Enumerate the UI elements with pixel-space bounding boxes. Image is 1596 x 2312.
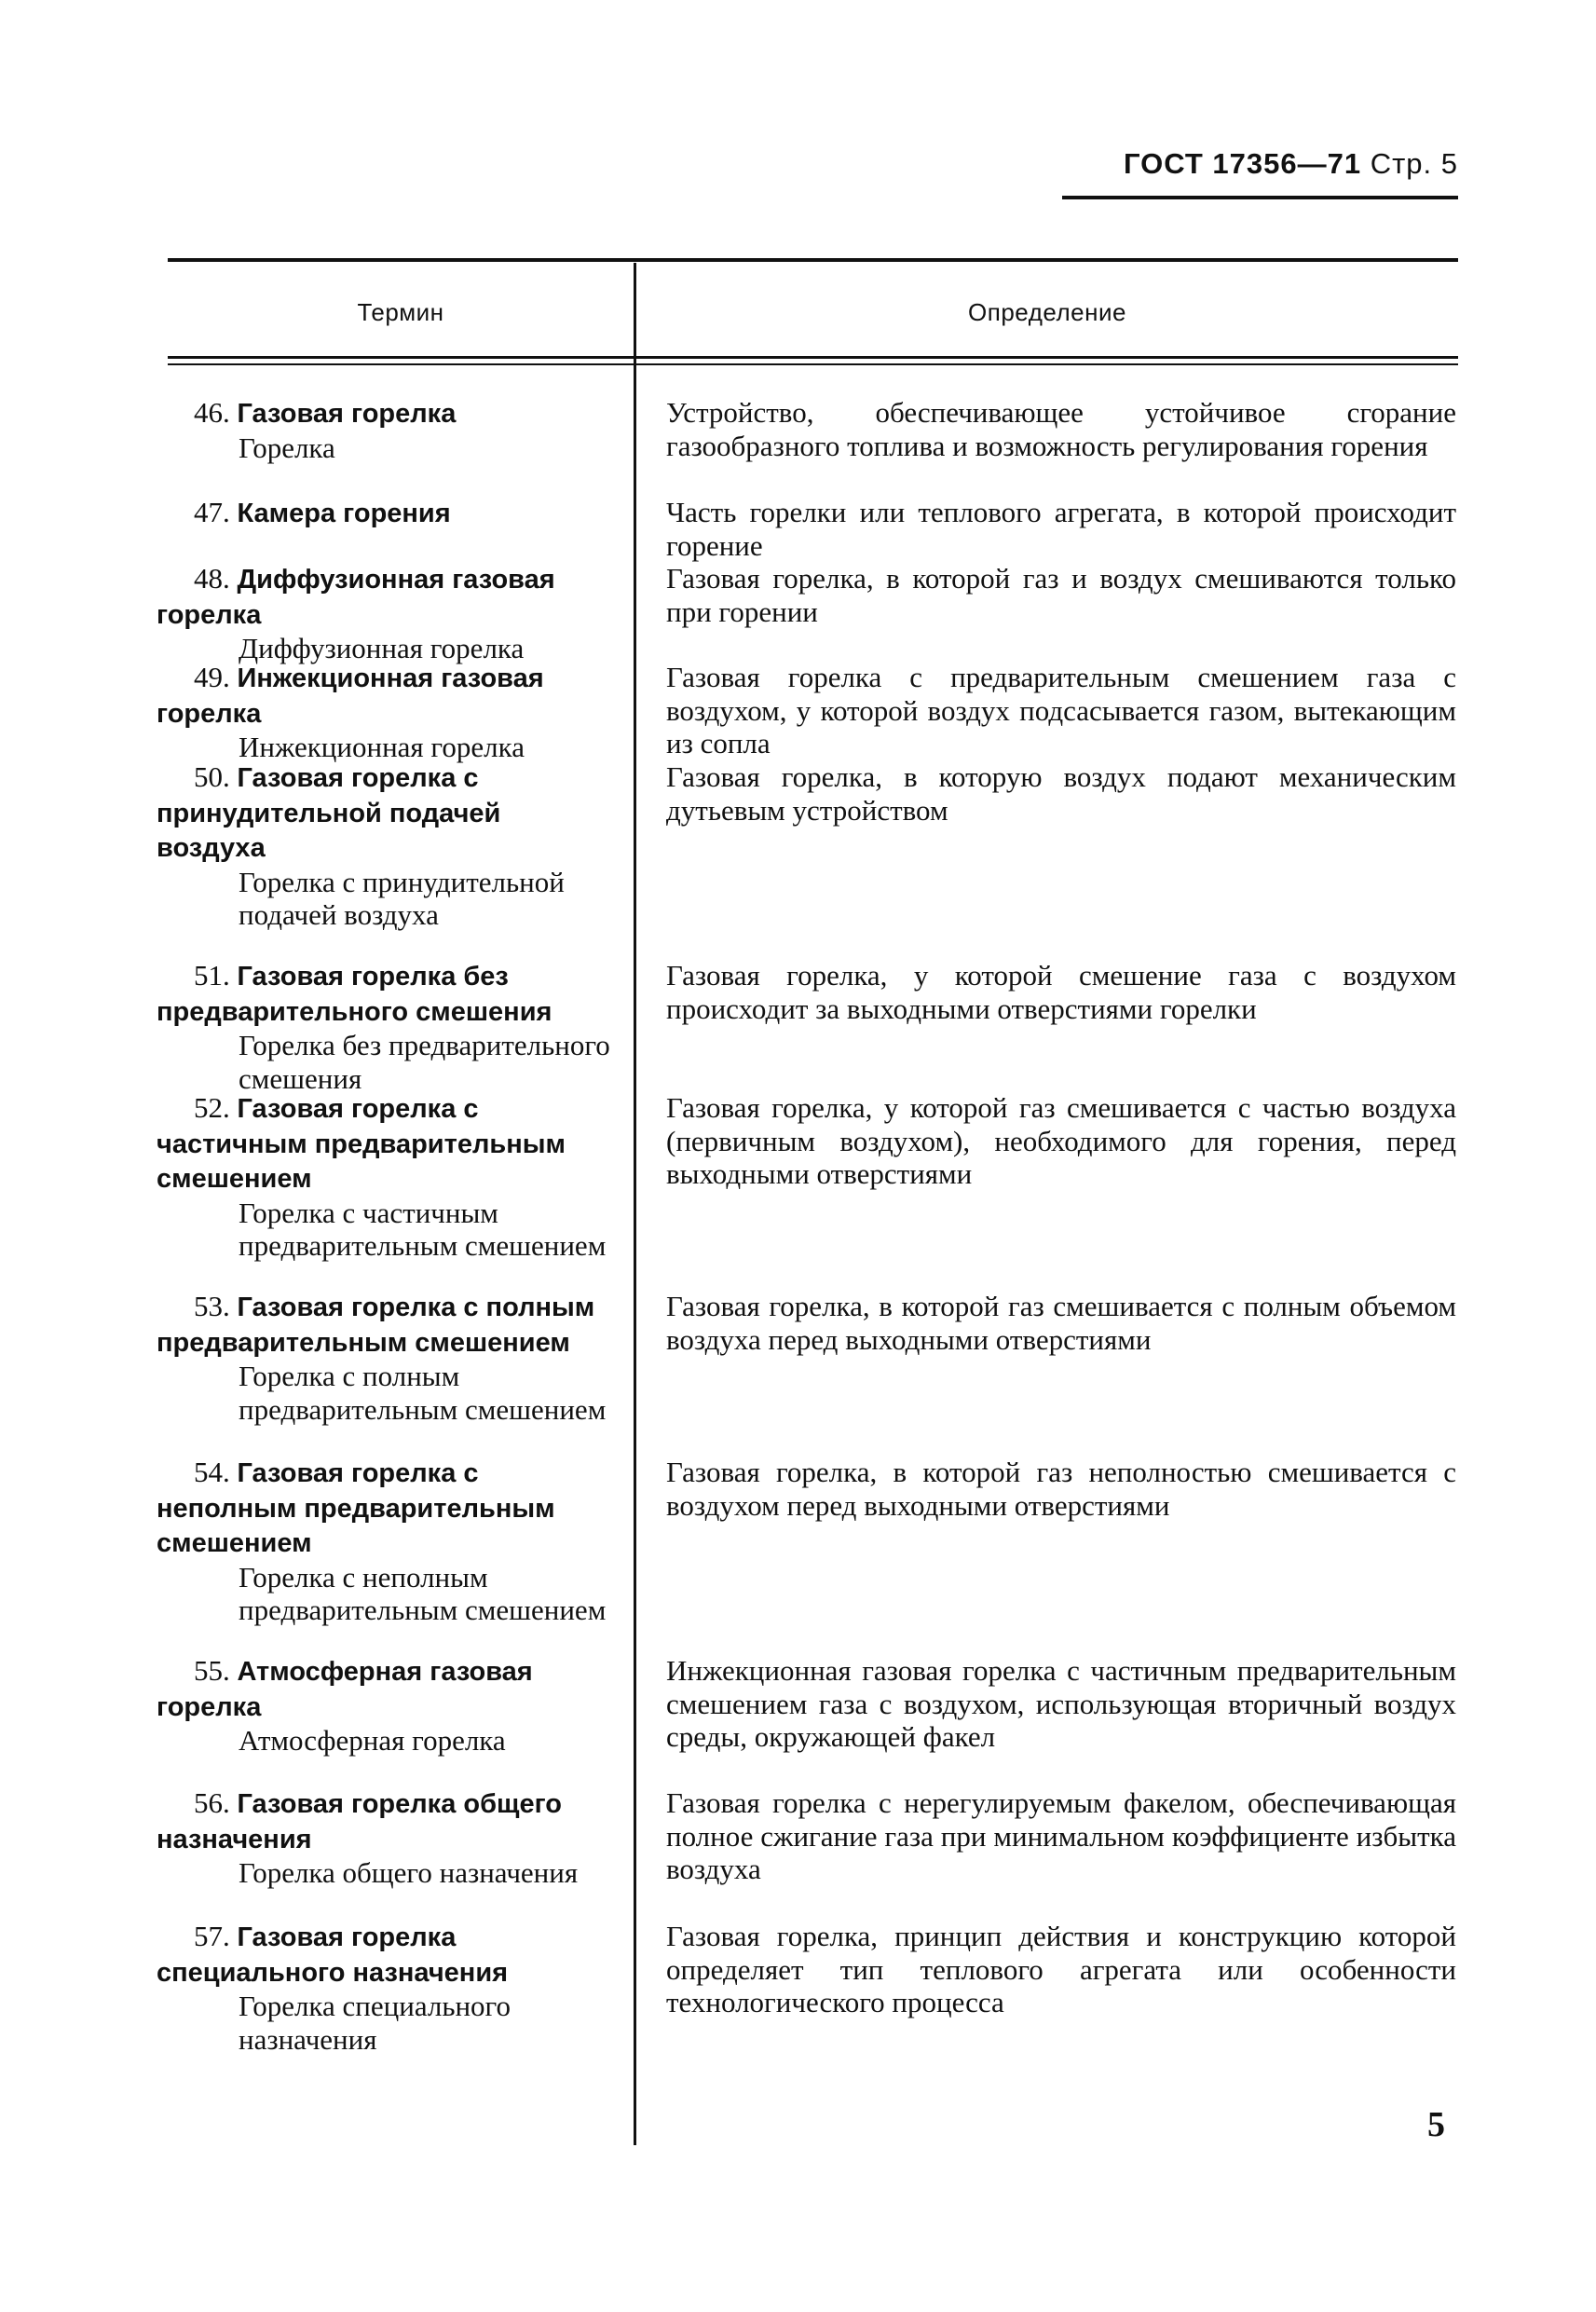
definition-cell: Газовая горелка, в которой газ смешивается с полным объемом воздуха перед выходными отверстиями (666, 1290, 1456, 1356)
term-number: 48. (194, 562, 230, 595)
table-header-rule-double (168, 363, 1458, 365)
term-cell (157, 1654, 613, 1758)
header-rule (1062, 196, 1458, 199)
definition-cell: Газовая горелка, принцип действия и конструкцию которой определяет тип теплового агрегата или особенности технологического процесса (666, 1920, 1456, 2018)
term-number: 51. (194, 959, 230, 992)
page-label: Стр. 5 (1370, 147, 1458, 180)
term-cell (157, 496, 613, 531)
page-header (1124, 147, 1458, 181)
term-number: 52. (194, 1091, 230, 1124)
term-title: Газовая горелка (237, 399, 457, 429)
standard-number: ГОСТ 17356—71 (1123, 147, 1362, 180)
term-number: 57. (194, 1920, 230, 1952)
term-synonym: Горелка общего назначения (239, 1856, 579, 1889)
term-cell (157, 562, 613, 665)
term-cell (157, 1786, 613, 1890)
definition-cell: Газовая горелка, в которой газ неполностью смешивается с воздухом перед выходными отверстиями (666, 1456, 1456, 1522)
term-synonym: Горелка с полным предварительным смешением (239, 1360, 607, 1426)
definition-cell: Газовая горелка, в которую воздух подают механическим дутьевым устройством (666, 760, 1456, 827)
term-number: 49. (194, 661, 230, 693)
term-synonym: Горелка с неполным предварительным смешением (239, 1560, 607, 1626)
term-synonym: Горелка без предварительного смешения (239, 1029, 610, 1095)
term-cell (157, 1920, 613, 2056)
definition-cell: Газовая горелка, у которой смешение газа с воздухом происходит за выходными отверстиями горелки (666, 959, 1456, 1025)
term-number: 55. (194, 1654, 230, 1687)
term-title: Газовая горелка общего назначения (157, 1789, 563, 1854)
term-number: 56. (194, 1786, 230, 1819)
term-number: 47. (194, 496, 230, 528)
term-cell (157, 760, 613, 932)
term-synonym: Горелка с принудительной подачей воздуха (239, 865, 565, 931)
term-synonym: Горелка с частичным предварительным смешением (239, 1196, 607, 1262)
term-number: 46. (194, 396, 230, 429)
term-synonym: Инжекционная горелка (239, 731, 525, 763)
term-number: 50. (194, 760, 230, 793)
table-top-rule (168, 258, 1458, 262)
term-title: Инжекционная газовая горелка (157, 664, 544, 729)
term-title: Газовая горелка с неполным предварительным смешением (157, 1458, 555, 1558)
term-title: Газовая горелка без предварительного смешения (157, 962, 552, 1027)
definition-cell: Устройство, обеспечивающее устойчивое сгорание газообразного топлива и возможность регулирования горения (666, 396, 1456, 462)
term-synonym: Горелка специального назначения (239, 1990, 511, 2056)
term-synonym: Диффузионная горелка (239, 632, 525, 664)
definition-cell: Газовая горелка с предварительным смешением газа с воздухом, у которой воздух подсасывается газом, вытекающим из сопла (666, 661, 1456, 759)
definition-cell: Газовая горелка, в которой газ и воздух смешиваются только при горении (666, 562, 1456, 628)
term-cell (157, 1290, 613, 1426)
term-title: Газовая горелка с принудительной подачей воздуха (157, 763, 501, 863)
term-synonym: Атмосферная горелка (239, 1724, 506, 1757)
term-cell (157, 1091, 613, 1263)
definition-cell: Газовая горелка с нерегулируемым факелом, обеспечивающая полное сжигание газа при минимальном коэффициенте избытка воздуха (666, 1786, 1456, 1885)
term-title: Атмосферная газовая горелка (157, 1657, 533, 1722)
column-header-definition: Определение (968, 298, 1126, 326)
page-number: 5 (1427, 2105, 1445, 2144)
term-cell (157, 661, 613, 764)
term-title: Газовая горелка с полным предварительным смешением (157, 1293, 595, 1358)
term-title: Камера горения (237, 499, 451, 528)
definition-cell: Инжекционная газовая горелка с частичным предварительным смешением газа с воздухом, использующая вторичный воздух среды, окружающей факел (666, 1654, 1456, 1753)
term-title: Газовая горелка специального назначения (157, 1922, 509, 1988)
term-cell (157, 396, 613, 464)
definition-cell: Часть горелки или теплового агрегата, в которой происходит горение (666, 496, 1456, 562)
column-divider (634, 263, 636, 2145)
column-header-term: Термин (357, 298, 444, 326)
term-synonym: Горелка (239, 431, 335, 464)
term-cell (157, 1456, 613, 1627)
term-number: 54. (194, 1456, 230, 1488)
term-cell (157, 959, 613, 1095)
term-number: 53. (194, 1290, 230, 1322)
term-title: Газовая горелка с частичным предварительным смешением (157, 1094, 566, 1194)
definition-cell: Газовая горелка, у которой газ смешивается с частью воздуха (первичным воздухом), необходимого для горения, перед выходными отверстиями (666, 1091, 1456, 1190)
term-title: Диффузионная газовая горелка (157, 565, 555, 630)
table-header-rule (168, 356, 1458, 359)
